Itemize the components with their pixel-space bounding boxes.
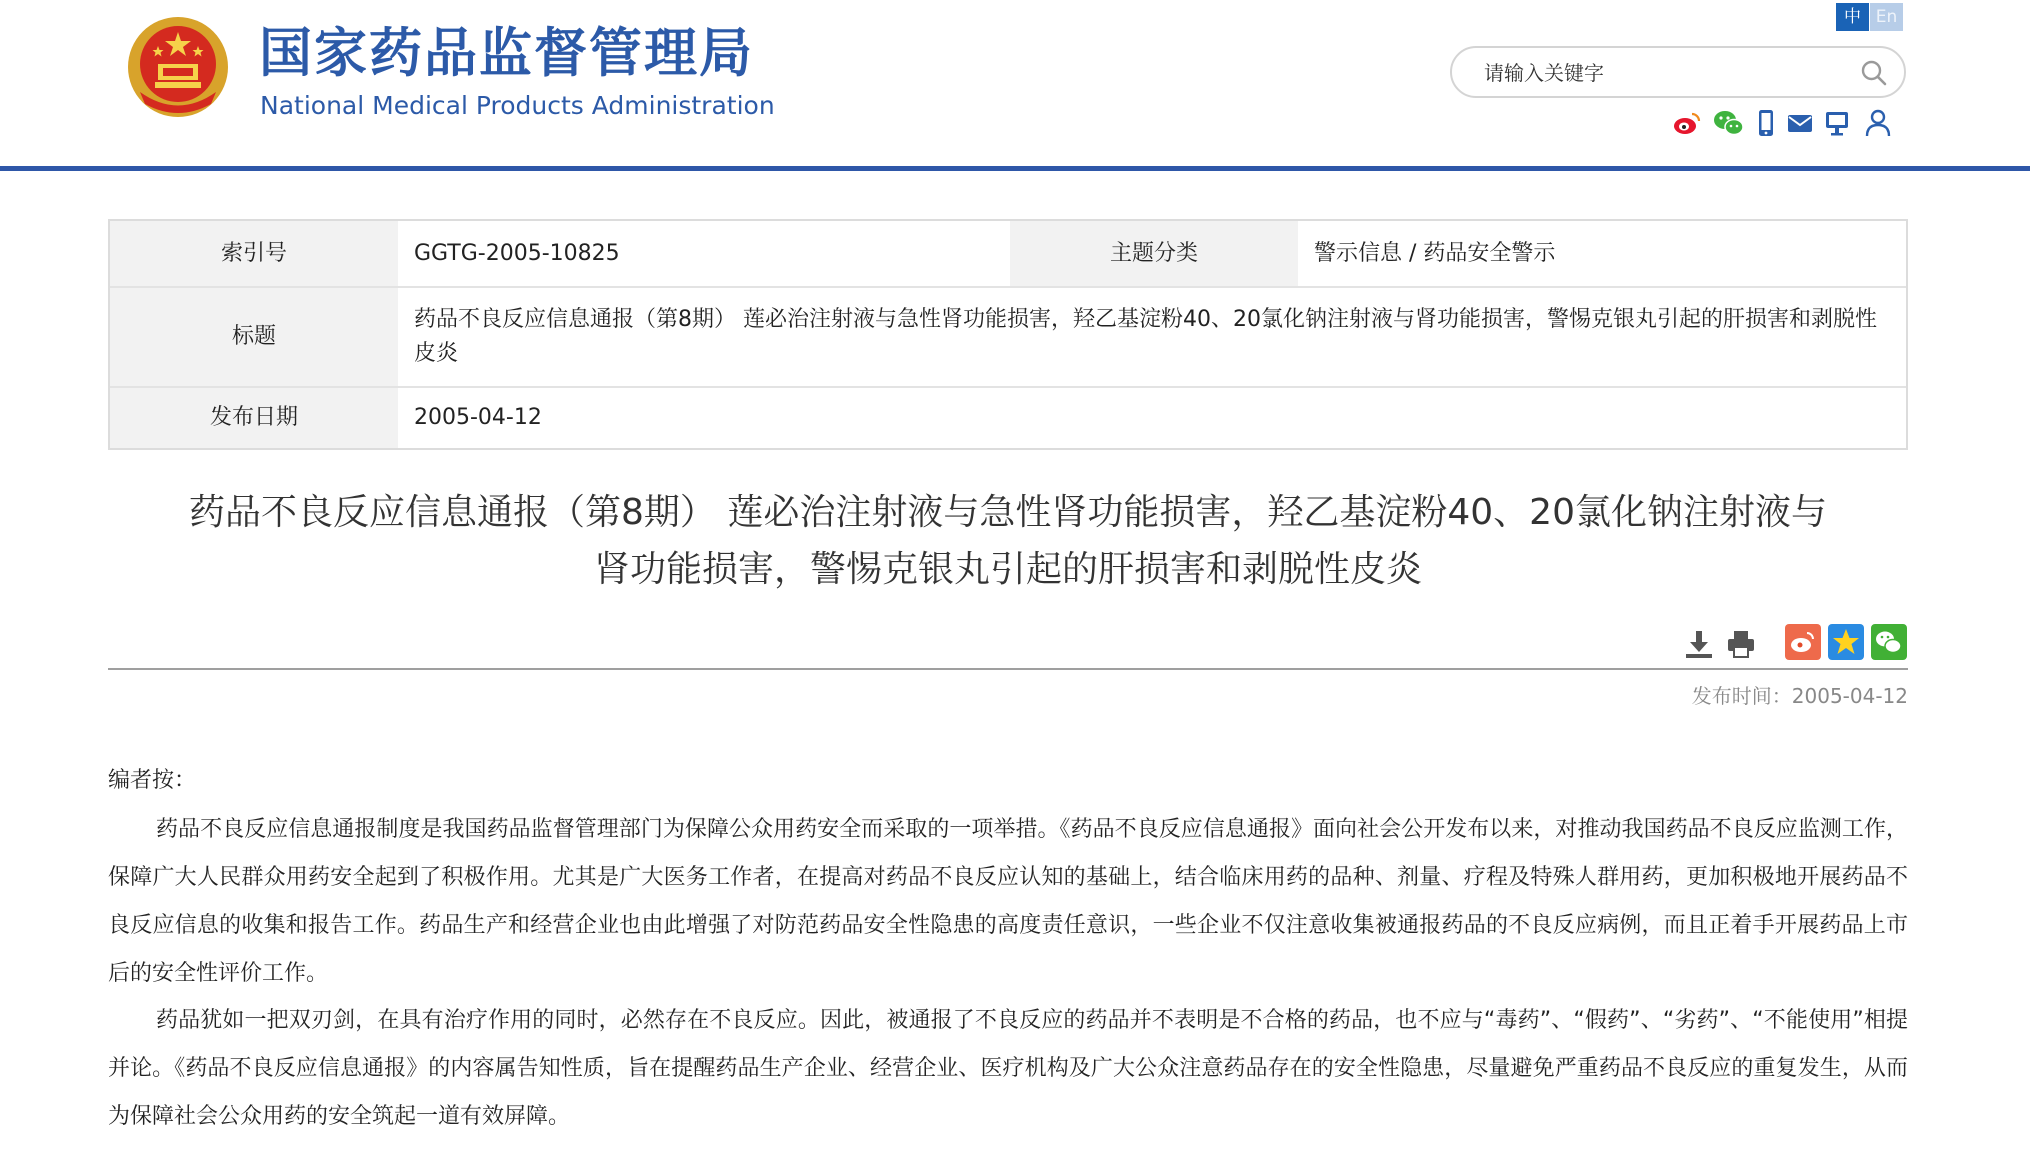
article-paragraph: 药品犹如一把双刃剑，在具有治疗作用的同时，必然存在不良反应。因此，被通报了不良反应的药品并不表明是不合格的药品，也不应与“毒药”、“假药”、“劣药”、“不能使用”相提并论。《药品不良反应信息通报》的内容属告知性质，旨在提醒药品生产企业、经营企业、医疗机构及广大公众注意药品存在的安全性隐患，尽量避免严重药品不良反应的重复发生，从而为保障社会公众用药的安全筑起一道有效屏障。: [108, 1008, 1908, 1129]
weibo-icon[interactable]: [1672, 108, 1702, 138]
article-paragraph: 药品不良反应信息通报制度是我国药品监督管理部门为保障公众用药安全而采取的一项举措。《药品不良反应信息通报》面向社会公开发布以来，对推动我国药品不良反应监测工作，保障广大人民群众用药安全起到了积极作用。尤其是广大医务工作者，在提高对药品不良反应认知的基础上，结合临床用药的品种、剂量、疗程及特殊人群用药，更加积极地开展药品不良反应信息的收集和报告工作。药品生产和经营企业也由此增强了对防范药品安全性隐患的高度责任意识，一些企业不仅注意收集被通报药品的不良反应病例，而且正着手开展药品上市后的安全性评价工作。: [108, 817, 1908, 986]
print-icon[interactable]: [1725, 628, 1757, 660]
lang-en-button[interactable]: En: [1870, 3, 1903, 31]
lang-zh-button[interactable]: 中: [1836, 3, 1869, 31]
date-value: 2005-04-12: [414, 405, 542, 430]
site-name-en[interactable]: National Medical Products Administration: [260, 91, 775, 120]
title-label: 标题: [110, 288, 398, 386]
title-divider: [108, 668, 1908, 670]
article-title: [108, 484, 1908, 598]
mail-icon[interactable]: [1786, 108, 1814, 138]
title-value: 药品不良反应信息通报（第8期） 莲必治注射液与急性肾功能损害，羟乙基淀粉40、20氯化钠注射液与肾功能损害，警惕克银丸引起的肝损害和剥脱性皮炎: [414, 307, 1877, 366]
search-box: [1450, 46, 1906, 98]
weibo-share-icon[interactable]: [1785, 624, 1821, 660]
header-divider: [0, 166, 2030, 171]
site-name-cn[interactable]: 国家药品监督管理局: [259, 23, 754, 84]
date-label: 发布日期: [110, 388, 398, 448]
qzone-share-icon[interactable]: [1828, 624, 1864, 660]
mobile-icon[interactable]: [1756, 108, 1776, 138]
index-value: GGTG-2005-10825: [414, 240, 620, 266]
category-value: 警示信息 / 药品安全警示: [1314, 240, 1556, 266]
search-input[interactable]: [1482, 59, 1856, 87]
monitor-icon[interactable]: [1823, 108, 1851, 138]
article-title-line: 肾功能损害，警惕克银丸引起的肝损害和剥脱性皮炎: [593, 549, 1422, 590]
user-icon[interactable]: [1864, 108, 1892, 138]
document-info-table: [108, 219, 1908, 450]
category-label: 主题分类: [1010, 221, 1298, 286]
publish-time: 发布时间：2005-04-12: [1691, 684, 1908, 708]
download-icon[interactable]: [1683, 628, 1715, 660]
site-header: [0, 0, 2030, 166]
editor-note-heading: 编者按：: [108, 768, 197, 793]
national-emblem-icon: [125, 14, 231, 120]
wechat-icon[interactable]: [1713, 108, 1745, 138]
search-icon[interactable]: [1860, 59, 1888, 87]
article-title-line: 药品不良反应信息通报（第8期） 莲必治注射液与急性肾功能损害，羟乙基淀粉40、20氯化钠注射液与: [189, 492, 1827, 533]
wechat-share-icon[interactable]: [1871, 624, 1907, 660]
index-label: 索引号: [110, 221, 398, 286]
